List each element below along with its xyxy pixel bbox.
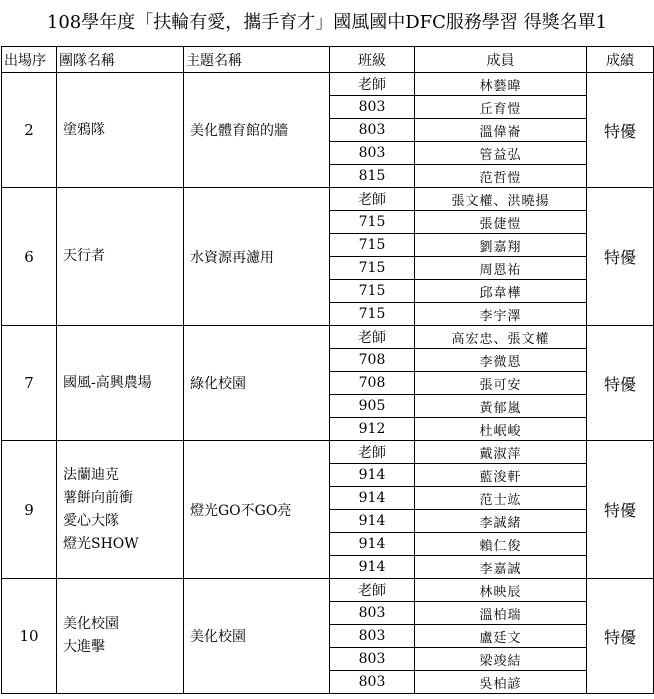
member-class: 803: [330, 648, 415, 671]
header-team: 團隊名稱: [57, 47, 184, 73]
team-name-line: 愛心大隊: [63, 512, 119, 529]
group-seq: 9: [2, 441, 57, 579]
table-row: [2, 579, 654, 602]
member-class: 914: [330, 510, 415, 533]
group-team-name: [57, 188, 184, 326]
header-row: [2, 47, 654, 73]
group-team-name: [57, 579, 184, 694]
header-seq: 出場序: [2, 47, 57, 73]
group-result: 特優: [587, 441, 654, 579]
member-class: 803: [330, 671, 415, 694]
header-members: 成員: [415, 47, 587, 73]
member-name: 李微恩: [415, 349, 587, 372]
table-row: [2, 326, 654, 349]
member-name: 張倢愷: [415, 211, 587, 234]
team-name-line: 薯餅向前衝: [63, 489, 133, 506]
table-row: [2, 441, 654, 464]
group-topic: 美化體育館的牆: [184, 73, 330, 188]
table-body: [2, 73, 654, 694]
team-name-line: 國風-高興農場: [63, 374, 152, 391]
member-name: 賴仁俊: [415, 533, 587, 556]
member-class: 715: [330, 303, 415, 326]
member-name: 林映辰: [415, 579, 587, 602]
team-name-line: 燈光SHOW: [63, 535, 139, 552]
member-class: 803: [330, 96, 415, 119]
member-name: 盧廷文: [415, 625, 587, 648]
header-class: 班級: [330, 47, 415, 73]
member-class: 715: [330, 257, 415, 280]
member-class: 803: [330, 625, 415, 648]
group-result: 特優: [587, 73, 654, 188]
member-class: 914: [330, 556, 415, 579]
group-topic: 水資源再濾用: [184, 188, 330, 326]
group-seq: 6: [2, 188, 57, 326]
member-name: 張可安: [415, 372, 587, 395]
team-name-line: 美化校園: [63, 616, 119, 632]
member-name: 丘育愷: [415, 96, 587, 119]
member-class: 905: [330, 395, 415, 418]
header-topic: 主題名稱: [184, 47, 330, 73]
team-name-line: 法蘭迪克: [63, 466, 119, 483]
member-name: 管益弘: [415, 142, 587, 165]
member-class: 914: [330, 533, 415, 556]
member-name: 梁竣結: [415, 648, 587, 671]
member-name: 吳柏諺: [415, 671, 587, 694]
member-class: 老師: [330, 188, 415, 211]
header-result: 成績: [587, 47, 654, 73]
group-result: 特優: [587, 579, 654, 694]
member-name: 溫柏瑞: [415, 602, 587, 625]
member-class: 803: [330, 142, 415, 165]
member-class: 803: [330, 119, 415, 142]
member-class: 815: [330, 165, 415, 188]
member-class: 803: [330, 602, 415, 625]
member-name: 范哲愷: [415, 165, 587, 188]
award-table: [1, 46, 654, 694]
member-name: 張文權、洪曉揚: [415, 188, 587, 211]
member-name: 劉嘉翔: [415, 234, 587, 257]
member-name: 戴淑萍: [415, 441, 587, 464]
group-team-name: [57, 441, 184, 579]
group-topic: 綠化校園: [184, 326, 330, 441]
member-class: 715: [330, 280, 415, 303]
group-team-name: [57, 326, 184, 441]
group-topic: 美化校園: [184, 579, 330, 694]
member-name: 溫偉崙: [415, 119, 587, 142]
team-name-line: 塗鴉隊: [63, 121, 105, 138]
member-class: 老師: [330, 579, 415, 602]
member-name: 杜岷峻: [415, 418, 587, 441]
member-class: 708: [330, 349, 415, 372]
member-name: 黃郁嵐: [415, 395, 587, 418]
team-name-line: 大進擊: [63, 639, 105, 655]
member-name: 高宏忠、張文權: [415, 326, 587, 349]
member-class: 老師: [330, 326, 415, 349]
member-name: 周恩祐: [415, 257, 587, 280]
member-class: 914: [330, 464, 415, 487]
member-name: 邱韋樺: [415, 280, 587, 303]
member-name: 藍浚軒: [415, 464, 587, 487]
member-name: 李嘉誠: [415, 556, 587, 579]
group-seq: 10: [2, 579, 57, 694]
group-seq: 7: [2, 326, 57, 441]
member-class: 912: [330, 418, 415, 441]
team-name-line: 天行者: [63, 248, 105, 264]
group-topic: 燈光GO不GO亮: [184, 441, 330, 579]
table-row: [2, 188, 654, 211]
group-seq: 2: [2, 73, 57, 188]
group-result: 特優: [587, 326, 654, 441]
table-row: [2, 73, 654, 96]
group-team-name: [57, 73, 184, 188]
member-class: 914: [330, 487, 415, 510]
member-name: 李誠緒: [415, 510, 587, 533]
member-name: 林藝暐: [415, 73, 587, 96]
member-name: 李宇澤: [415, 303, 587, 326]
member-class: 715: [330, 234, 415, 257]
document-title: 108學年度「扶輪有愛，攜手育才」國風國中DFC服務學習 得獎名單1: [46, 12, 608, 33]
member-name: 范士竑: [415, 487, 587, 510]
group-result: 特優: [587, 188, 654, 326]
member-class: 老師: [330, 441, 415, 464]
member-class: 715: [330, 211, 415, 234]
member-class: 老師: [330, 73, 415, 96]
member-class: 708: [330, 372, 415, 395]
